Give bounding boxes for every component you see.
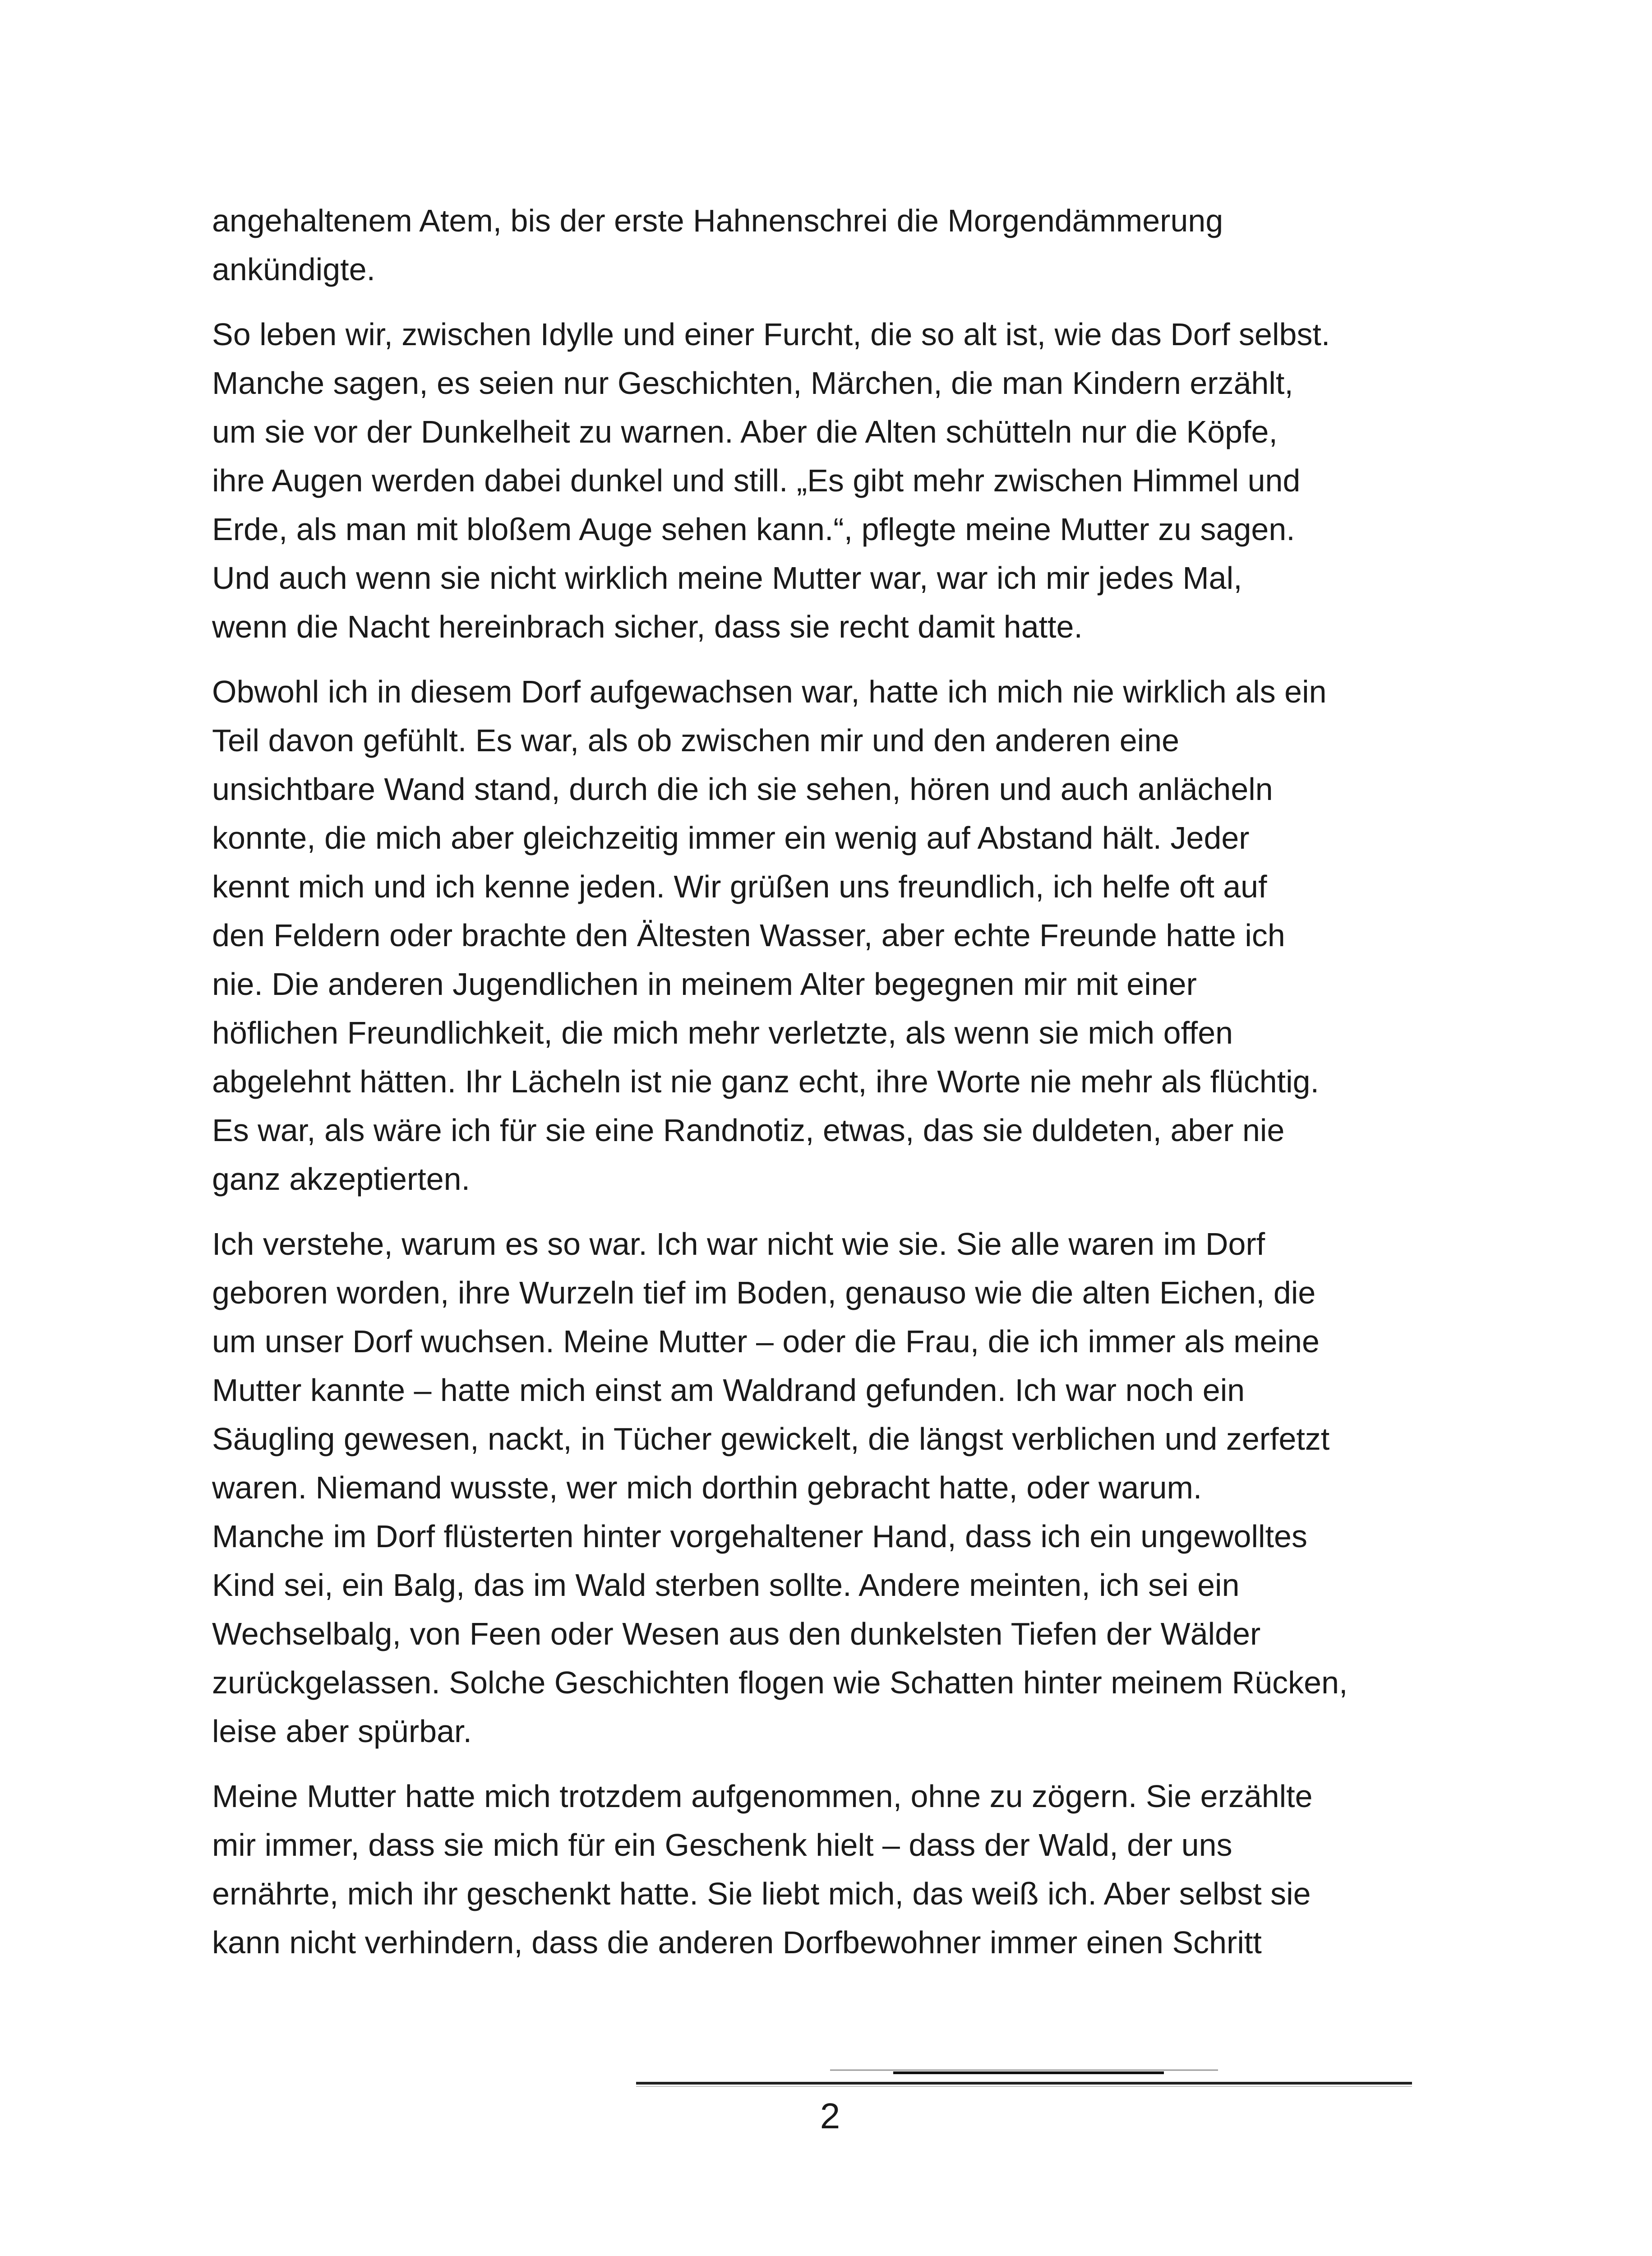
text-line: um unser Dorf wuchsen. Meine Mutter – oder die Frau, die ich immer als meine bbox=[212, 1324, 1320, 1359]
text-line: konnte, die mich aber gleichzeitig immer ein wenig auf Abstand hält. Jeder bbox=[212, 820, 1250, 855]
text-line: Es war, als wäre ich für sie eine Randnotiz, etwas, das sie duldeten, aber nie bbox=[212, 1113, 1285, 1148]
body-text bbox=[212, 196, 1457, 1983]
text-line: wenn die Nacht hereinbrach sicher, dass sie recht damit hatte. bbox=[212, 609, 1083, 644]
paragraph bbox=[212, 196, 1457, 294]
text-line: nie. Die anderen Jugendlichen in meinem Alter begegnen mir mit einer bbox=[212, 966, 1197, 1002]
text-line: leise aber spürbar. bbox=[212, 1714, 472, 1749]
text-line: zurückgelassen. Solche Geschichten flogen wie Schatten hinter meinem Rücken, bbox=[212, 1665, 1348, 1700]
text-line: Wechselbalg, von Feen oder Wesen aus den dunkelsten Tiefen der Wälder bbox=[212, 1616, 1261, 1651]
text-line: waren. Niemand wusste, wer mich dorthin gebracht hatte, oder warum. bbox=[212, 1470, 1202, 1505]
text-line: kennt mich und ich kenne jeden. Wir grüßen uns freundlich, ich helfe oft auf bbox=[212, 869, 1267, 904]
text-line: Ich verstehe, warum es so war. Ich war nicht wie sie. Sie alle waren im Dorf bbox=[212, 1226, 1265, 1262]
text-line: kann nicht verhindern, dass die anderen Dorfbewohner immer einen Schritt bbox=[212, 1925, 1262, 1960]
text-line: Säugling gewesen, nackt, in Tücher gewickelt, die längst verblichen und zerfetzt bbox=[212, 1421, 1330, 1456]
text-line: abgelehnt hätten. Ihr Lächeln ist nie ganz echt, ihre Worte nie mehr als flüchtig. bbox=[212, 1064, 1320, 1099]
text-line: ankündigte. bbox=[212, 252, 375, 287]
text-line: höflichen Freundlichkeit, die mich mehr verletzte, als wenn sie mich offen bbox=[212, 1015, 1233, 1050]
text-line: Meine Mutter hatte mich trotzdem aufgenommen, ohne zu zögern. Sie erzählte bbox=[212, 1779, 1313, 1814]
text-line: Manche sagen, es seien nur Geschichten, Märchen, die man Kindern erzählt, bbox=[212, 365, 1293, 401]
paragraph bbox=[212, 310, 1457, 651]
text-line: ernährte, mich ihr geschenkt hatte. Sie liebt mich, das weiß ich. Aber selbst sie bbox=[212, 1876, 1311, 1911]
text-line: ihre Augen werden dabei dunkel und still. „Es gibt mehr zwischen Himmel und bbox=[212, 463, 1301, 498]
text-line: den Feldern oder brachte den Ältesten Wasser, aber echte Freunde hatte ich bbox=[212, 918, 1285, 953]
text-line: um sie vor der Dunkelheit zu warnen. Aber die Alten schütteln nur die Köpfe, bbox=[212, 414, 1278, 449]
text-line: So leben wir, zwischen Idylle und einer Furcht, die so alt ist, wie das Dorf selbst. bbox=[212, 317, 1330, 352]
text-line: Teil davon gefühlt. Es war, als ob zwischen mir und den anderen eine bbox=[212, 723, 1180, 758]
text-line: Und auch wenn sie nicht wirklich meine Mutter war, war ich mir jedes Mal, bbox=[212, 560, 1242, 596]
paragraph bbox=[212, 667, 1457, 1203]
page-number: 2 bbox=[820, 2096, 840, 2136]
text-line: Mutter kannte – hatte mich einst am Waldrand gefunden. Ich war noch ein bbox=[212, 1373, 1245, 1408]
text-line: Erde, als man mit bloßem Auge sehen kann.“, pflegte meine Mutter zu sagen. bbox=[212, 512, 1295, 547]
text-line: Obwohl ich in diesem Dorf aufgewachsen war, hatte ich mich nie wirklich als ein bbox=[212, 674, 1327, 709]
paragraph bbox=[212, 1772, 1457, 1967]
text-line: unsichtbare Wand stand, durch die ich sie sehen, hören und auch anlächeln bbox=[212, 772, 1273, 807]
text-line: geboren worden, ihre Wurzeln tief im Boden, genauso wie die alten Eichen, die bbox=[212, 1275, 1316, 1310]
text-line: Kind sei, ein Balg, das im Wald sterben sollte. Andere meinten, ich sei ein bbox=[212, 1567, 1240, 1603]
text-line: angehaltenem Atem, bis der erste Hahnenschrei die Morgendämmerung bbox=[212, 203, 1223, 238]
text-line: ganz akzeptierten. bbox=[212, 1161, 471, 1197]
text-line: mir immer, dass sie mich für ein Geschenk hielt – dass der Wald, der uns bbox=[212, 1827, 1232, 1863]
text-line: Manche im Dorf flüsterten hinter vorgehaltener Hand, dass ich ein ungewolltes bbox=[212, 1519, 1307, 1554]
paragraph bbox=[212, 1220, 1457, 1756]
